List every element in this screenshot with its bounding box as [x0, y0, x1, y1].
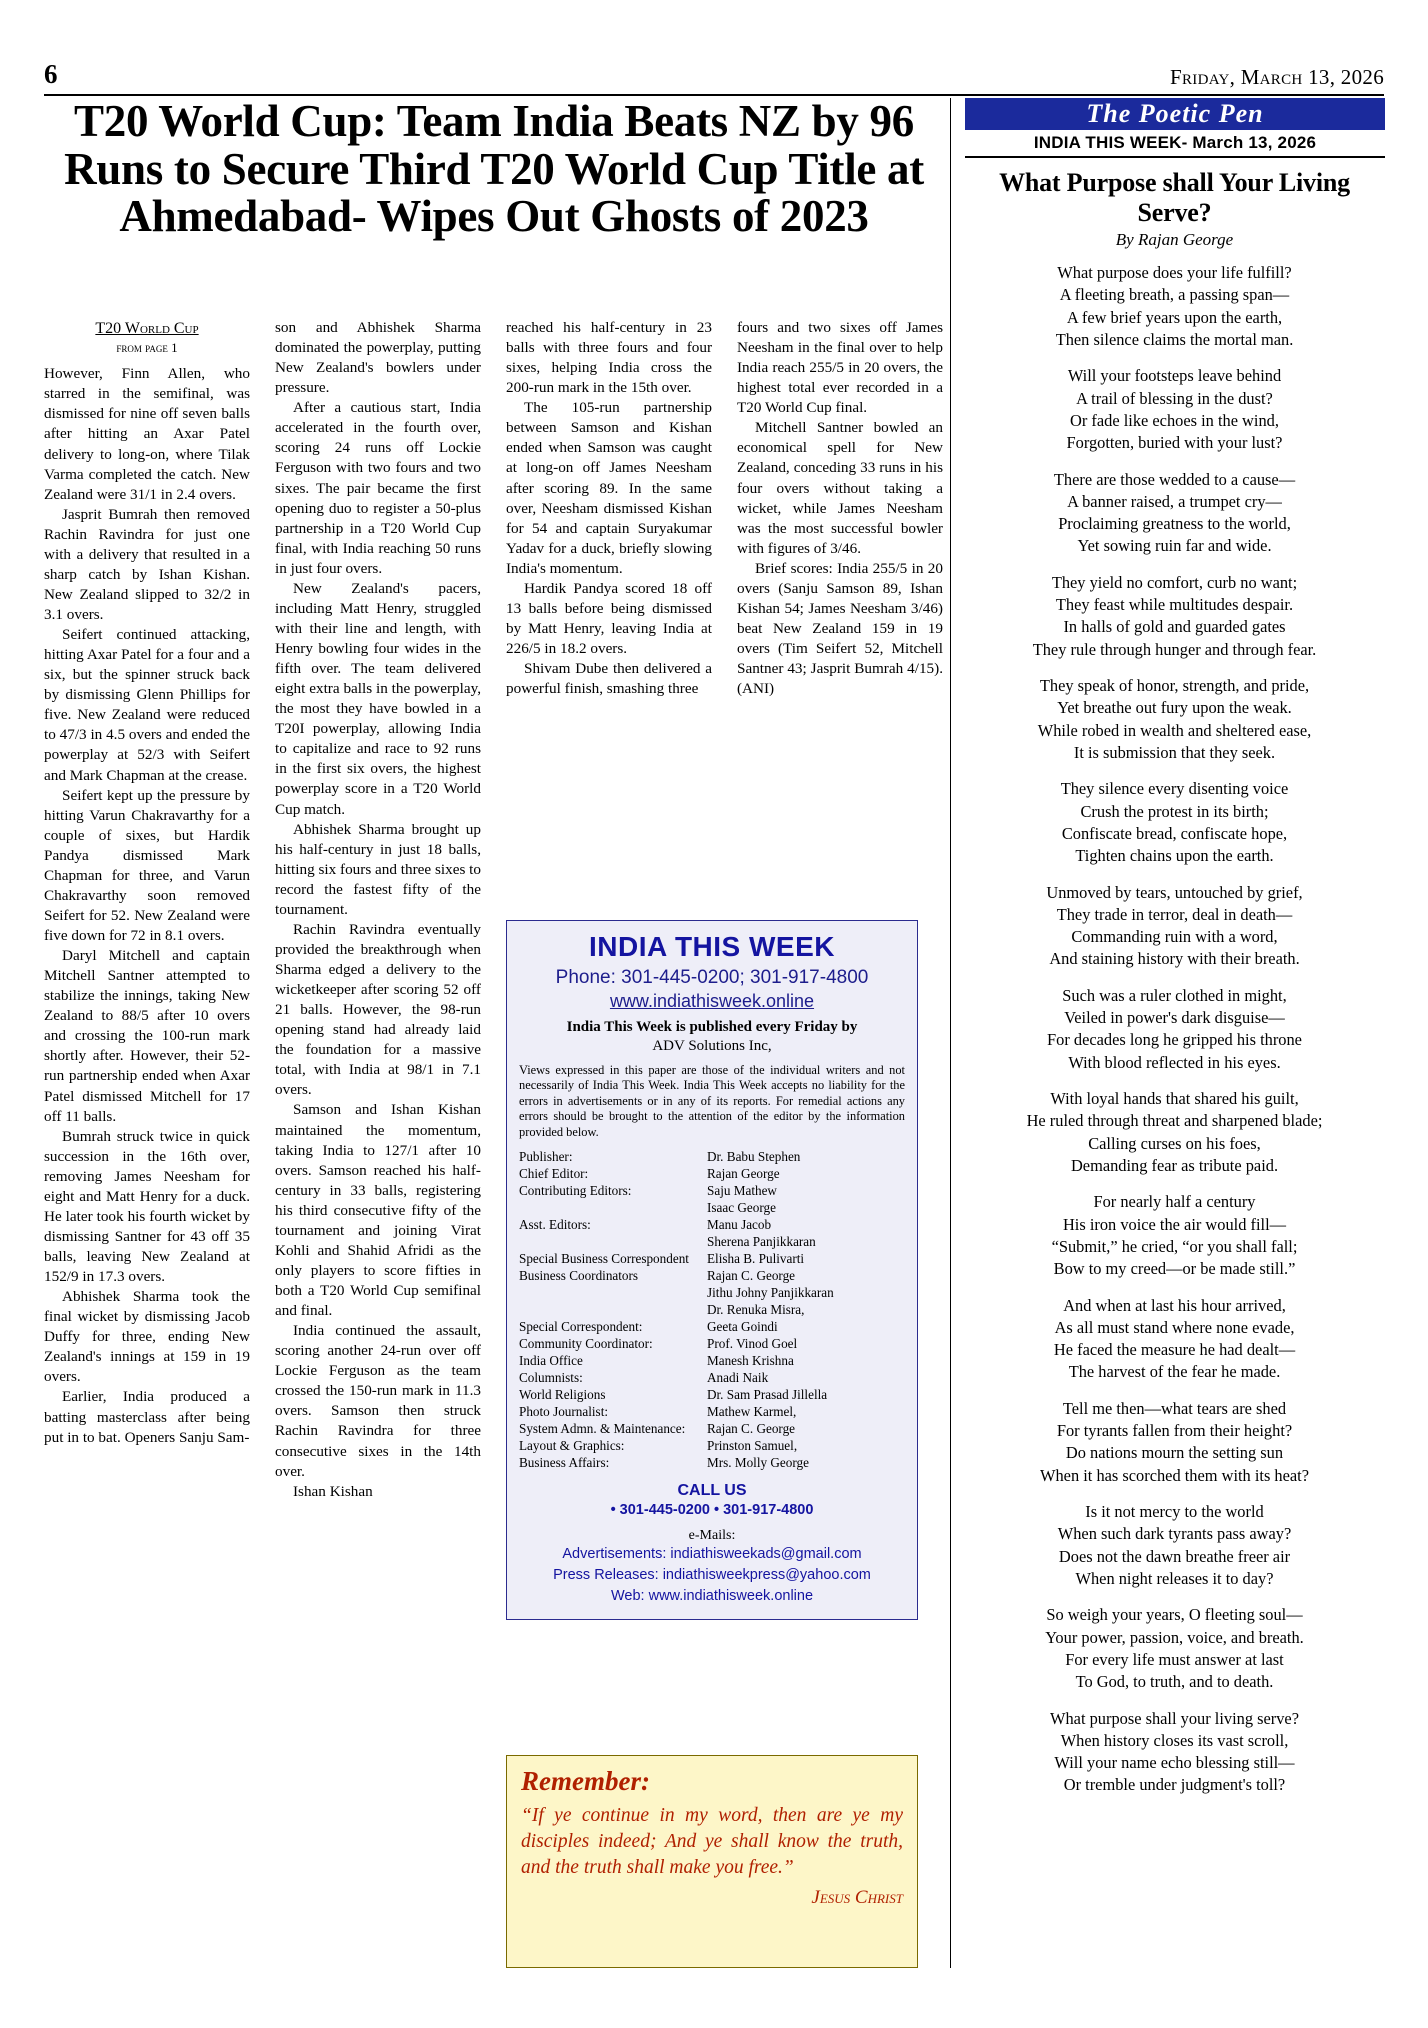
paragraph: Jasprit Bumrah then removed Rachin Ravindra for just one with a delivery that resulted in a sharp catch by Ishan Kishan. New Zealand slipped to 32/2 in 3.1 overs. [44, 505, 250, 624]
staff-role: India Office [519, 1353, 583, 1368]
publisher-org: ADV Solutions Inc, [652, 1037, 772, 1054]
paragraph: Rachin Ravindra eventually provided the breakthrough when Sharma edged a delivery to the wicketkeeper after scoring 52 off 21 balls. However, the 98-run opening stand had already laid the foundation for a massive total, with India at 98/1 in 7.1 overs. [275, 920, 481, 1099]
staff-role: System Admn. & Maintenance: [519, 1421, 686, 1436]
table-row [519, 1319, 905, 1336]
paragraph: Ishan Kishan [293, 1482, 373, 1500]
staff-name: Jithu Johny Panjikkaran [707, 1285, 834, 1300]
poem-stanza: So weigh your years, O fleeting soul— Your power, passion, voice, and breath. For every life must answer at last To God, to truth, and to death. [1045, 1605, 1304, 1692]
paragraph: However, Finn Allen, who starred in the semifinal, was dismissed for nine off seven balls after hitting an Axar Patel delivery to long-on, where Tilak Varma completed the catch. New Zealand were 31/1 in 2.4 overs. [44, 365, 250, 503]
table-row [519, 1149, 905, 1166]
staff-name: Prinston Samuel, [707, 1438, 798, 1453]
call-us-heading: CALL US [677, 1482, 747, 1499]
issue-date: Friday, March 13, 2026 [1170, 65, 1384, 89]
table-row [519, 1166, 905, 1183]
staff-name: Rajan George [707, 1166, 780, 1181]
staff-name: Anadi Naik [707, 1370, 769, 1385]
poem-stanza: There are those wedded to a cause— A banner raised, a trumpet cry— Proclaiming greatness to the world, Yet sowing ruin far and wide. [1053, 469, 1296, 556]
poem-stanza: What purpose does your life fulfill? A fleeting breath, a passing span— A few brief years upon the earth, Then silence claims the mortal man. [1055, 263, 1294, 349]
table-row [519, 1387, 905, 1404]
publication-frequency [519, 1018, 905, 1056]
staff-name: Sherena Panjikkaran [707, 1234, 816, 1249]
staff-role: Publisher: [519, 1149, 573, 1164]
staff-name: Manu Jacob [707, 1217, 772, 1232]
paragraph: Abhishek Sharma took the final wicket by dismissing Jacob Duffy for three, ending New Zealand's innings at 159 in 19 overs. [44, 1288, 250, 1386]
table-row [519, 1234, 905, 1251]
paragraph: Abhishek Sharma brought up his half-century in just 18 balls, hitting six fours and three sixes to record the fastest fifty of the tournament. [275, 820, 481, 918]
table-row [519, 1455, 905, 1472]
poetic-pen-banner [965, 98, 1385, 130]
staff-role: World Religions [519, 1387, 606, 1402]
article-column-1 [44, 318, 250, 1448]
poem-stanza: They yield no comfort, curb no want; They feast while multitudes despair. In halls of gold and guarded gates They rule through hunger and through fear. [1032, 572, 1317, 659]
call-us-numbers[interactable]: • 301-445-0200 • 301-917-4800 [610, 1502, 814, 1518]
poem-title: What Purpose shall Your Living Serve? [999, 168, 1350, 227]
paragraph: Bumrah struck twice in quick succession in the 16th over, removing James Neesham for eight and Matt Henry for a duck. He later took his fourth wicket by dismissing Santner for 43 off 35 balls, leaving New Zealand at 152/9 in 17.3 overs. [44, 1127, 250, 1286]
paragraph: Hardik Pandya scored 18 off 13 balls before being dismissed by Matt Henry, leaving India at 226/5 in 18.2 overs. [506, 579, 712, 657]
table-row [519, 1217, 905, 1234]
paragraph: reached his half-century in 23 balls with three fours and four sixes, helping India cross the 200-run mark in the 15th over. [506, 319, 712, 397]
paragraph: Seifert continued attacking, hitting Axar Patel for a four and a six, but the spinner struck back by dismissing Glenn Phillips for five. New Zealand were reduced to 47/3 in 4.5 overs and ended the powerplay at 52/3 with Seifert and Mark Chapman at the crease. [44, 626, 250, 784]
staff-role: Special Correspondent: [519, 1319, 643, 1334]
publication-info-box [506, 920, 918, 1620]
staff-role: Business Coordinators [519, 1268, 639, 1283]
page-number: 6 [44, 59, 58, 89]
paragraph: Shivam Dube then delivered a powerful finish, smashing three [506, 660, 712, 698]
staff-name: Dr. Sam Prasad Jillella [707, 1387, 828, 1402]
article-column-4 [737, 318, 943, 699]
table-row [519, 1285, 905, 1302]
emails-heading: e-Mails: [688, 1528, 736, 1543]
remember-box [506, 1755, 918, 1968]
publication-title: INDIA THIS WEEK [588, 931, 836, 962]
article-headline: T20 World Cup: Team India Beats NZ by 96 Runs to Secure Third T20 World Cup Title at Ahmedabad- Wipes Out Ghosts of 2023 [64, 96, 924, 242]
staff-role: Layout & Graphics: [519, 1438, 625, 1453]
staff-role: Columnists: [519, 1370, 583, 1385]
poetic-pen-subbanner: INDIA THIS WEEK- March 13, 2026 [965, 130, 1385, 158]
disclaimer-text: Views expressed in this paper are those of the individual writers and not necessarily of India This Week. India This Week accepts no liability for the errors in advertisements or in any of its reports. For remedial actions any errors should be brought to the attention of the editor by the information provided below. [519, 1062, 905, 1139]
staff-name: Geeta Goindi [707, 1319, 778, 1334]
table-row [519, 1302, 905, 1319]
staff-name: Rajan C. George [707, 1421, 796, 1436]
paragraph: Seifert kept up the pressure by hitting Varun Chakravarthy for a couple of sixes, but Hardik Pandya dismissed Mark Chapman for three, and Varun Chakravarthy soon removed Seifert for 52. New Zealand were five down for 72 in 8.1 overs. [44, 786, 250, 945]
paragraph: After a cautious start, India accelerated in the fourth over, scoring 24 runs off Lockie Ferguson with two fours and two sixes. The pair became the first opening duo to register a 50-plus partnership in a T20 World Cup final, with India reaching 50 runs in just four overs. [275, 399, 481, 577]
staff-name: Mrs. Molly George [707, 1455, 809, 1470]
paragraph: Brief scores: India 255/5 in 20 overs (Sanju Samson 89, Ishan Kishan 54; James Neesham 3/46) beat New Zealand 159 in 19 overs (Tim Seifert 52, Mitchell Santner 43; Jasprit Bumrah 4/15). (ANI) [737, 559, 943, 698]
article-header [44, 98, 944, 251]
remember-title: Remember: [521, 1766, 650, 1796]
poem-stanza: Unmoved by tears, untouched by grief, They trade in terror, deal in death— Commanding ruin with a word, And staining history with their breath. [1046, 882, 1303, 969]
staff-name: Saju Mathew [707, 1183, 777, 1198]
table-row [519, 1268, 905, 1285]
publication-phone: Phone: 301-445-0200; 301-917-4800 [555, 967, 869, 988]
article-column-2 [275, 318, 481, 1502]
poem-stanza: Such was a ruler clothed in might, Veiled in power's dark disguise— For decades long he gripped his throne With blood reflected in his eyes. [1047, 985, 1302, 1072]
poem-stanza: For nearly half a century His iron voice the air would fill— “Submit,” he cried, “or you shall fall; Bow to my creed—or be made still.” [1051, 1192, 1298, 1279]
paragraph: fours and two sixes off James Neesham in the final over to help India reach 255/5 in 20 overs, the highest total ever recorded in a T20 World Cup final. [737, 319, 943, 417]
poem-stanza: Is it not mercy to the world When such dark tyrants pass away? Does not the dawn breathe freer air When night releases it to day? [1057, 1502, 1292, 1588]
email-press-releases[interactable]: Press Releases: indiathisweekpress@yahoo.com [553, 1567, 871, 1584]
staff-role [519, 1200, 707, 1217]
poem-stanza: And when at last his hour arrived, As all must stand where none evade, He faced the measure he had dealt— The harvest of the fear he made. [1053, 1295, 1296, 1382]
staff-name: Dr. Renuka Misra, [707, 1302, 805, 1317]
paragraph: Samson and Ishan Kishan maintained the momentum, taking India to 127/1 after 10 overs. Samson reached his half-century in 33 balls, registering his third consecutive fifty of the tournament and joining Virat Kohli and Shahid Afridi as the only players to score fifties in both a T20 World Cup semifinal and final. [275, 1101, 481, 1320]
poem-stanza: Will your footsteps leave behind A trail of blessing in the dust? Or fade like echoes in the wind, Forgotten, buried with your lust? [1066, 366, 1283, 453]
staff-name: Elisha B. Pulivarti [707, 1251, 805, 1266]
table-row [519, 1353, 905, 1370]
paragraph: Daryl Mitchell and captain Mitchell Santner attempted to stabilize the innings, taking New Zealand to 88/5 after 10 overs and crossing the 100-run mark shortly after. However, their 52-run partnership ended when Axar Patel dismissed Mitchell for 17 off 11 balls. [44, 947, 250, 1125]
published-line: India This Week is published every Friday by [566, 1019, 858, 1035]
poem-body [965, 262, 1384, 1797]
paragraph: The 105-run partnership between Samson and Kishan ended when Samson was caught at long-on off James Neesham after scoring 89. In the same over, Neesham dismissed Kishan for 54 and captain Suryakumar Yadav for a duck, briefly slowing India's momentum. [506, 399, 712, 577]
staff-table [519, 1149, 905, 1472]
poetic-pen-banner-text: The Poetic Pen [1086, 99, 1264, 128]
staff-name: Manesh Krishna [707, 1353, 794, 1368]
staff-role: Photo Journalist: [519, 1404, 609, 1419]
poem-stanza: They silence every disenting voice Crush the protest in its birth; Confiscate bread, confiscate hope, Tighten chains upon the earth. [1060, 779, 1289, 866]
staff-name: Rajan C. George [707, 1268, 796, 1283]
poem-stanza: Tell me then—what tears are shed For tyrants fallen from their height? Do nations mourn the setting sun When it has scorched them with its heat? [1040, 1398, 1309, 1485]
paragraph: New Zealand's pacers, including Matt Henry, struggled with their line and length, with Henry bowling four wides in the fifth over. The team delivered eight extra balls in the powerplay, the most they have bowled in a T20I powerplay, allowing India to capitalize and race to 92 runs in the first six overs, the highest powerplay score in a T20 World Cup match. [275, 579, 481, 818]
staff-name: Prof. Vinod Goel [707, 1336, 798, 1351]
article-column-3 [506, 318, 712, 699]
staff-role [519, 1302, 707, 1319]
table-row [519, 1370, 905, 1387]
publication-website-link[interactable]: www.indiathisweek.online [609, 991, 815, 1011]
staff-role: Contributing Editors: [519, 1183, 632, 1198]
email-advertisements[interactable]: Advertisements: indiathisweekads@gmail.com [562, 1546, 862, 1562]
staff-role [519, 1234, 707, 1251]
jump-sub: from page 1 [116, 340, 178, 356]
jump-head: T20 World Cup [95, 320, 199, 337]
poetic-pen-section [950, 98, 1384, 1968]
staff-name: Isaac George [707, 1200, 776, 1215]
staff-role: Community Coordinator: [519, 1336, 653, 1351]
poem-stanza: What purpose shall your living serve? When history closes its vast scroll, Will your name echo blessing still— Or tremble under judgment's toll? [1050, 1708, 1299, 1795]
table-row [519, 1421, 905, 1438]
paragraph: Earlier, India produced a batting masterclass after being put in to bat. Openers Sanju Sam- [44, 1388, 250, 1446]
staff-role: Business Affairs: [519, 1455, 610, 1470]
paragraph: son and Abhishek Sharma dominated the powerplay, putting New Zealand's bowlers under pressure. [275, 319, 481, 397]
email-web[interactable]: Web: www.indiathisweek.online [610, 1588, 814, 1605]
table-row [519, 1336, 905, 1353]
email-list [519, 1544, 905, 1607]
paragraph: Mitchell Santner bowled an economical spell for New Zealand, conceding 33 runs in his four overs without taking a wicket, while James Neesham was the most successful bowler with figures of 3/46. [737, 419, 943, 557]
table-row [519, 1200, 905, 1217]
staff-role [519, 1285, 707, 1302]
staff-role: Asst. Editors: [519, 1217, 591, 1232]
paragraph: India continued the assault, scoring another 24-run over off Lockie Ferguson as the team crossed the 150-run mark in 11.3 overs. Samson then struck Rachin Ravindra for three consecutive sixes in the 14th over. [275, 1322, 481, 1480]
poem-author: By Rajan George [1115, 230, 1234, 249]
staff-name: Dr. Babu Stephen [707, 1149, 801, 1164]
remember-quote: “If ye continue in my word, then are ye my disciples indeed; And ye shall know the truth, and the truth shall make you free.” [521, 1805, 903, 1879]
remember-attribution: Jesus Christ [811, 1887, 903, 1909]
table-row [519, 1404, 905, 1421]
staff-role: Chief Editor: [519, 1166, 589, 1181]
page-masthead [44, 48, 1384, 96]
table-row [519, 1438, 905, 1455]
table-row [519, 1183, 905, 1200]
poem-stanza: They speak of honor, strength, and pride, Yet breathe out fury upon the weak. While robed in wealth and sheltered ease, It is submission that they seek. [1037, 676, 1312, 762]
poem-stanza: With loyal hands that shared his guilt, He ruled through threat and sharpened blade; Calling curses on his foes, Demanding fear as tribute paid. [1026, 1089, 1323, 1175]
staff-name: Mathew Karmel, [707, 1404, 797, 1419]
staff-role: Special Business Correspondent [519, 1251, 689, 1266]
table-row [519, 1251, 905, 1268]
